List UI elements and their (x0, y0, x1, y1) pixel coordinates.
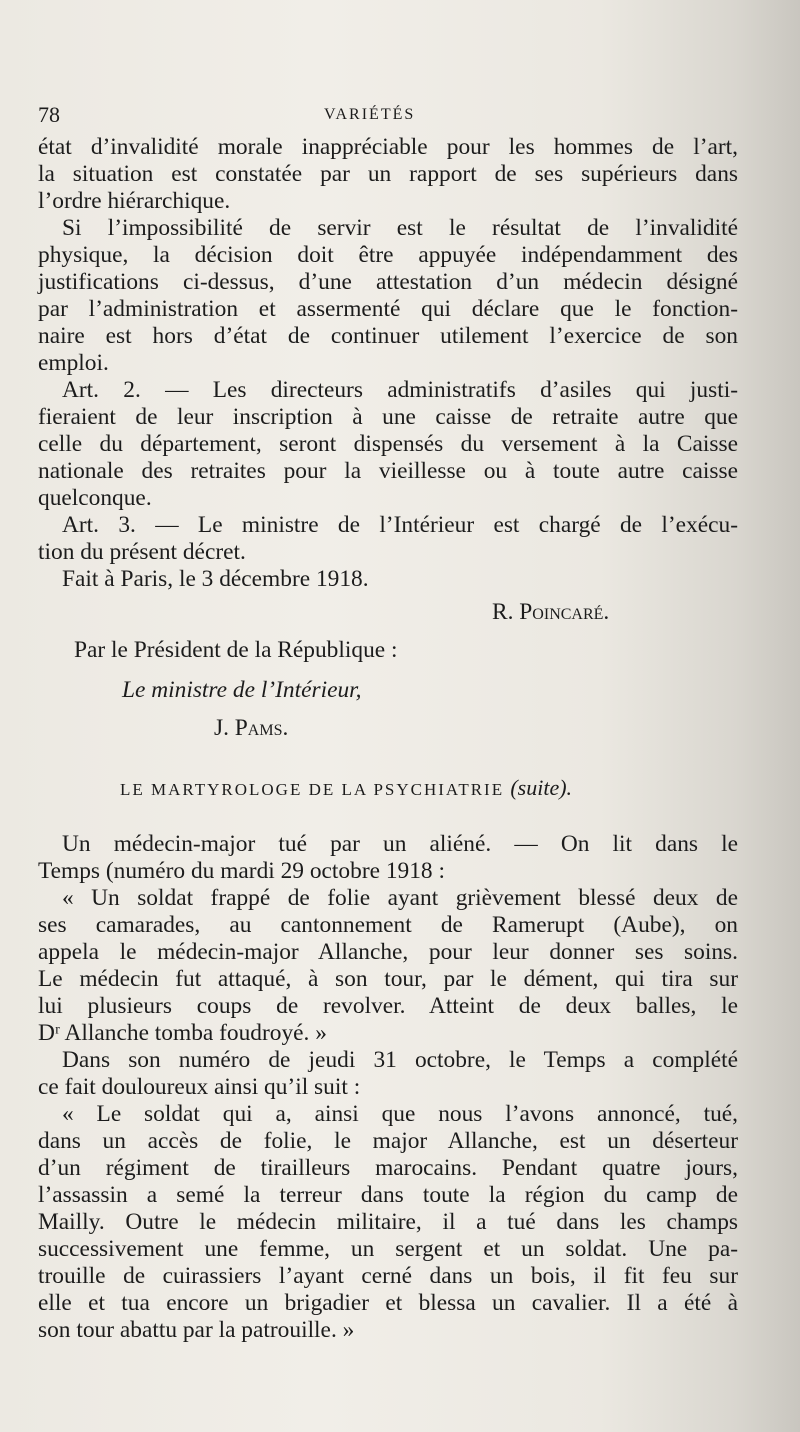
text-line: trouille de cuirassiers l’ayant cerné dans un bois, il fit feu sur (38, 1263, 738, 1289)
page-header (38, 100, 738, 134)
text-line: physique, la décision doit être appuyée indépendamment des (38, 242, 738, 268)
text-line: fieraient de leur inscription à une caisse de retraite autre que (38, 404, 738, 430)
text-line: Dans son numéro de jeudi 31 octobre, le Temps a complété (62, 1047, 738, 1073)
paragraph-invalidite-morale (38, 134, 738, 215)
text-line: d’un régiment de tirailleurs marocains. Pendant quatre jours, (38, 1155, 738, 1181)
text-line: Fait à Paris, le 3 décembre 1918. (62, 566, 369, 592)
text-line: ses camarades, au cantonnement de Ramerupt (Aube), on (38, 912, 738, 938)
text-line: naire est hors d’état de continuer utilement l’exercice de son (38, 323, 738, 349)
paragraph-quote-1 (38, 885, 738, 1047)
minister-signature: J. Pams. (214, 715, 289, 741)
page-number: 78 (38, 102, 60, 127)
paragraph-invalidite-physique (38, 215, 738, 377)
text-line: justifications ci-dessus, d’une attestation d’un médecin désigné (38, 269, 738, 295)
paragraph-fait-a-paris (38, 566, 738, 593)
text-line: Art. 2. — Les directeurs administratifs d’asiles qui justi- (62, 377, 738, 403)
text-line: « Le soldat qui a, ainsi que nous l’avons annoncé, tué, (62, 1101, 738, 1127)
paragraph-article-2 (38, 377, 738, 512)
paragraph-article-3 (38, 512, 738, 566)
president-signature: R. Poincaré. (492, 599, 610, 625)
section-title-text: LE MARTYROLOGE DE LA PSYCHIATRIE (120, 780, 505, 799)
text-line: la situation est constatée par un rapport de ses supérieurs dans (38, 161, 738, 187)
text-line: nationale des retraites pour la vieillesse ou à toute autre caisse (38, 458, 738, 484)
text-line: par l’administration et assermenté qui déclare que le fonction- (38, 296, 738, 322)
text-line: l’ordre hiérarchique. (38, 188, 231, 214)
text-line: ce fait douloureux ainsi qu’il suit : (38, 1074, 361, 1100)
text-line: Un médecin-major tué par un aliéné. — On lit dans le (62, 831, 738, 857)
by-president-line: Par le Président de la République : (74, 637, 398, 663)
text-line: successivement une femme, un sergent et un soldat. Une pa- (38, 1236, 738, 1262)
text-line: son tour abattu par la patrouille. » (38, 1317, 355, 1343)
text-line: Temps (numéro du mardi 29 octobre 1918 : (38, 858, 445, 884)
text-line: celle du département, seront dispensés du versement à la Caisse (38, 431, 738, 457)
text-line: dans un accès de folie, le major Allanche, est un déserteur (38, 1128, 738, 1154)
text-line: état d’invalidité morale inappréciable pour les hommes de l’art, (38, 134, 738, 160)
paragraph-quote-2 (38, 1101, 738, 1344)
text-line: lui plusieurs coups de revolver. Atteint de deux balles, le (38, 993, 738, 1019)
text-line: emploi. (38, 350, 109, 376)
running-head: VARIÉTÉS (324, 106, 416, 123)
text-line: tion du présent décret. (38, 539, 246, 565)
paragraph-article-intro (38, 831, 738, 885)
text-line: appela le médecin-major Allanche, pour leur donner ses soins. (38, 939, 738, 965)
paragraph-follow-up (38, 1047, 738, 1101)
text-line: elle et tua encore un brigadier et blessa un cavalier. Il a été à (38, 1290, 738, 1316)
section-title (120, 775, 738, 831)
text-line: quelconque. (38, 485, 152, 511)
text-line: Mailly. Outre le médecin militaire, il a tué dans les champs (38, 1209, 738, 1235)
text-line: « Un soldat frappé de folie ayant grièvement blessé deux de (62, 885, 738, 911)
text-line: Si l’impossibilité de servir est le résultat de l’invalidité (62, 215, 738, 241)
text-line: Dʳ Allanche tomba foudroyé. » (38, 1020, 327, 1046)
text-line: Art. 3. — Le ministre de l’Intérieur est chargé de l’exécu- (62, 512, 738, 538)
text-line: Le médecin fut attaqué, à son tour, par le dément, qui tira sur (38, 966, 738, 992)
signature-block (38, 593, 738, 755)
text-line: l’assassin a semé la terreur dans toute la région du camp de (38, 1182, 738, 1208)
minister-title: Le ministre de l’Intérieur, (122, 677, 362, 703)
document-page (38, 100, 738, 1344)
section-title-suite: (suite). (510, 775, 573, 800)
